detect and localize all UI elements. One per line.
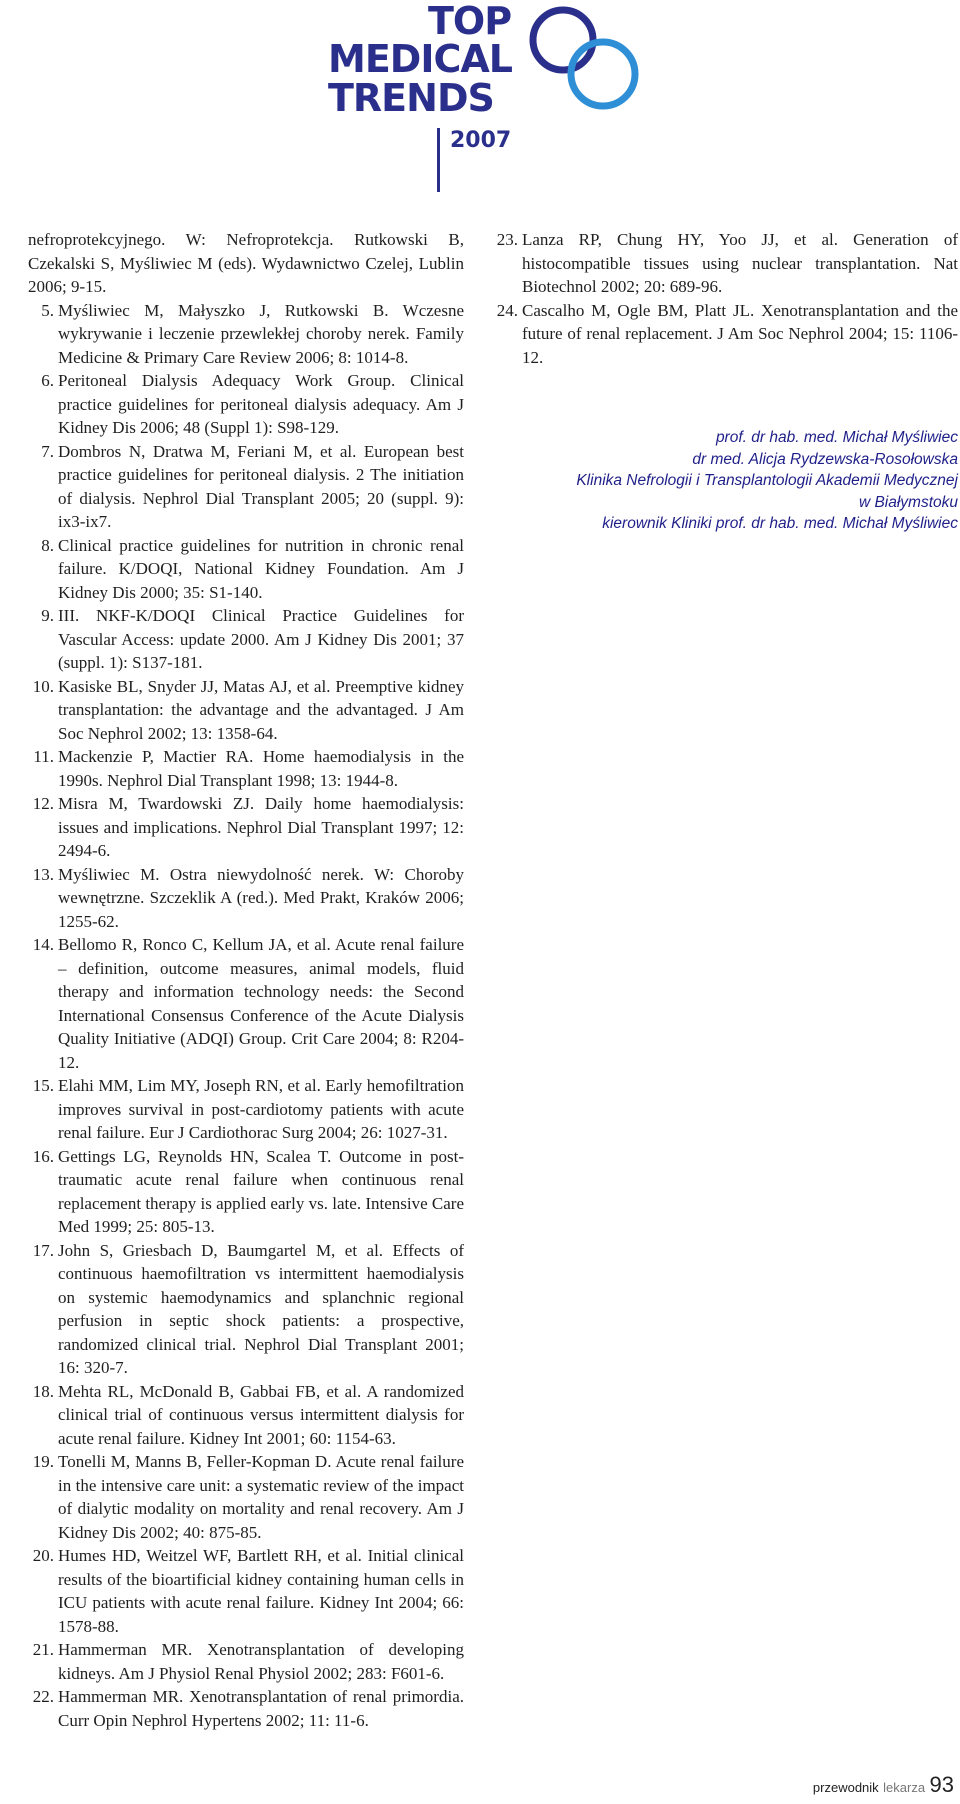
reference-item xyxy=(28,1544,464,1638)
reference-item xyxy=(28,863,464,934)
reference-item xyxy=(28,1239,464,1380)
reference-text: Clinical practice guidelines for nutrition in chronic renal failure. K/DOQI, National Kidney Foundation. Am J Kidney Dis 2000; 35: S1-140. xyxy=(58,535,464,602)
reference-text: Mehta RL, McDonald B, Gabbai FB, et al. A randomized clinical trial of continuous versus intermittent dialysis for acute renal failure. Kidney Int 2001; 60: 1154-63. xyxy=(58,1381,464,1448)
reference-number: 19. xyxy=(32,1452,54,1471)
reference-text: Mackenzie P, Mactier RA. Home haemodialysis in the 1990s. Nephrol Dial Transplant 1998; 13: 1944-8. xyxy=(58,747,464,790)
reference-number: 8. xyxy=(41,535,54,555)
head-of-clinic-line: kierownik Kliniki prof. dr hab. med. Michał Myśliwiec xyxy=(602,515,958,532)
reference-number: 16. xyxy=(32,1146,54,1166)
reference-item xyxy=(28,299,464,370)
reference-number: 20. xyxy=(32,1546,54,1565)
author-line-2: dr med. Alicja Rydzewska-Rosołowska xyxy=(692,450,958,468)
reference-text: Hammerman MR. Xenotransplantation of developing kidneys. Am J Physiol Renal Physiol 2002; 283: F601-6. xyxy=(58,1640,464,1683)
reference-item xyxy=(492,228,958,299)
reference-text: Elahi MM, Lim MY, Joseph RN, et al. Early hemofiltration improves survival in post-cardiotomy patients with acute renal failure. Eur J Cardiothorac Surg 2004; 26: 1027-31. xyxy=(58,1076,464,1142)
reference-number: 15. xyxy=(32,1076,54,1095)
reference-number: 24. xyxy=(496,300,518,320)
reference-text: Myśliwiec M, Małyszko J, Rutkowski B. Wczesne wykrywanie i leczenie przewlekłej choroby nerek. Family Medicine & Primary Care Review 2006; 8: 1014-8. xyxy=(58,300,464,367)
reference-item xyxy=(28,369,464,440)
reference-item xyxy=(28,792,464,863)
reference-text: Hammerman MR. Xenotransplantation of renal primordia. Curr Opin Nephrol Hypertens 2002; 11: 11-6. xyxy=(58,1687,464,1730)
reference-text: Humes HD, Weitzel WF, Bartlett RH, et al. Initial clinical results of the bioartificial kidney containing human cells in ICU patients with acute renal failure. Kidney Int 2004; 66: 1578-88. xyxy=(58,1546,464,1636)
reference-text: Dombros N, Dratwa M, Feriani M, et al. European best practice guidelines for peritoneal dialysis. 2 The initiation of dialysis. Nephrol Dial Transplant 2005; 20 (suppl. 9): ix3-ix7. xyxy=(58,441,464,531)
reference-item xyxy=(28,745,464,792)
reference-number: 5. xyxy=(41,300,54,320)
reference-item xyxy=(28,675,464,746)
reference-item xyxy=(28,1685,464,1732)
reference-number: 21. xyxy=(32,1640,54,1659)
reference-text: Kasiske BL, Snyder JJ, Matas AJ, et al. Preemptive kidney transplantation: the advantage and the advantaged. J Am Soc Nephrol 2002; 13: 1358-64. xyxy=(58,676,464,743)
reference-item xyxy=(28,534,464,605)
author-line-1: prof. dr hab. med. Michał Myśliwiec xyxy=(715,429,958,446)
reference-item xyxy=(492,299,958,370)
reference-text: Tonelli M, Manns B, Feller-Kopman D. Acute renal failure in the intensive care unit: a systematic review of the impact of dialytic modality on mortality and renal recovery. Am J Kidney Dis 2002; 40: 875-85. xyxy=(58,1452,464,1542)
reference-number: 14. xyxy=(32,935,54,954)
reference-number: 11. xyxy=(33,747,54,766)
references-left-column xyxy=(28,228,464,1732)
footer-journal-word1: przewodnik xyxy=(812,1780,879,1795)
logo-rings-icon xyxy=(515,4,645,114)
reference-number: 17. xyxy=(32,1240,54,1260)
reference-text: Gettings LG, Reynolds HN, Scalea T. Outcome in post-traumatic acute renal failure when continuous renal replacement therapy is applied early vs. late. Intensive Care Med 1999; 25: 805-13. xyxy=(58,1146,464,1236)
logo-line-top: TOP xyxy=(428,0,512,43)
reference-item xyxy=(28,1380,464,1451)
logo-line-medical: MEDICAL xyxy=(328,37,512,81)
reference-number: 23. xyxy=(496,230,518,249)
reference-number: 13. xyxy=(32,864,54,884)
reference-item xyxy=(28,1450,464,1544)
institution-line-2: w Białymstoku xyxy=(858,493,958,511)
reference-number: 10. xyxy=(32,676,54,696)
institution-line-1: Klinika Nefrologii i Transplantologii Akademii Medycznej xyxy=(576,472,958,489)
reference-text: III. NKF-K/DOQI Clinical Practice Guidelines for Vascular Access: update 2000. Am J Kidney Dis 2001; 37 (suppl. 1): S137-181. xyxy=(58,606,464,672)
reference-number: 22. xyxy=(32,1687,54,1706)
reference-text: Cascalho M, Ogle BM, Platt JL. Xenotransplantation and the future of renal replacement. J Am Soc Nephrol 2004; 15: 1106-12. xyxy=(522,300,958,367)
reference-item xyxy=(28,604,464,675)
reference-continuation: nefroprotekcyjnego. W: Nefroprotekcja. Rutkowski B, Czekalski S, Myśliwiec M (eds). Wydawnictwo Czelej, Lublin 2006; 9-15. xyxy=(28,230,464,296)
reference-text: Bellomo R, Ronco C, Kellum JA, et al. Acute renal failure – definition, outcome measures, animal models, fluid therapy and information technology needs: the Second International Consensus Conference of the Acute Dialysis Quality Initiative (ADQI) Group. Crit Care 2004; 8: R204-12. xyxy=(58,935,464,1072)
reference-item xyxy=(28,933,464,1074)
reference-number: 6. xyxy=(41,371,54,390)
logo-year: 2007 xyxy=(450,128,512,153)
reference-item xyxy=(28,1638,464,1685)
logo-line-trends: TRENDS xyxy=(328,76,494,120)
reference-number: 18. xyxy=(32,1381,54,1401)
reference-item xyxy=(28,1074,464,1145)
top-medical-trends-logo xyxy=(325,0,645,200)
page-number: 93 xyxy=(929,1772,954,1797)
footer-journal-word2: lekarza xyxy=(883,1780,926,1795)
reference-number: 9. xyxy=(41,606,54,625)
reference-text: Peritoneal Dialysis Adequacy Work Group. Clinical practice guidelines for peritoneal dialysis adequacy. Am J Kidney Dis 2006; 48 (Suppl 1): S98-129. xyxy=(58,371,464,437)
references-right-column xyxy=(492,228,958,369)
author-affiliation xyxy=(490,427,958,535)
reference-text: Misra M, Twardowski ZJ. Daily home haemodialysis: issues and implications. Nephrol Dial Transplant 1997; 12: 2494-6. xyxy=(58,794,464,860)
reference-item xyxy=(28,1145,464,1239)
reference-number: 7. xyxy=(41,441,54,461)
reference-text: Lanza RP, Chung HY, Yoo JJ, et al. Generation of histocompatible tissues using nuclear transplantation. Nat Biotechnol 2002; 20: 689-96. xyxy=(522,230,958,296)
logo-divider xyxy=(437,128,440,192)
page-footer xyxy=(813,1772,954,1798)
reference-number: 12. xyxy=(32,794,54,813)
reference-text: John S, Griesbach D, Baumgartel M, et al. Effects of continuous haemofiltration vs intermittent haemodialysis on systemic haemodynamics and splanchnic regional perfusion in septic shock patients: a prospective, randomized clinical trial. Nephrol Dial Transplant 2001; 16: 320-7. xyxy=(58,1240,464,1377)
reference-item xyxy=(28,440,464,534)
reference-text: Myśliwiec M. Ostra niewydolność nerek. W: Choroby wewnętrzne. Szczeklik A (red.). Med Prakt, Kraków 2006; 1255-62. xyxy=(58,864,464,931)
